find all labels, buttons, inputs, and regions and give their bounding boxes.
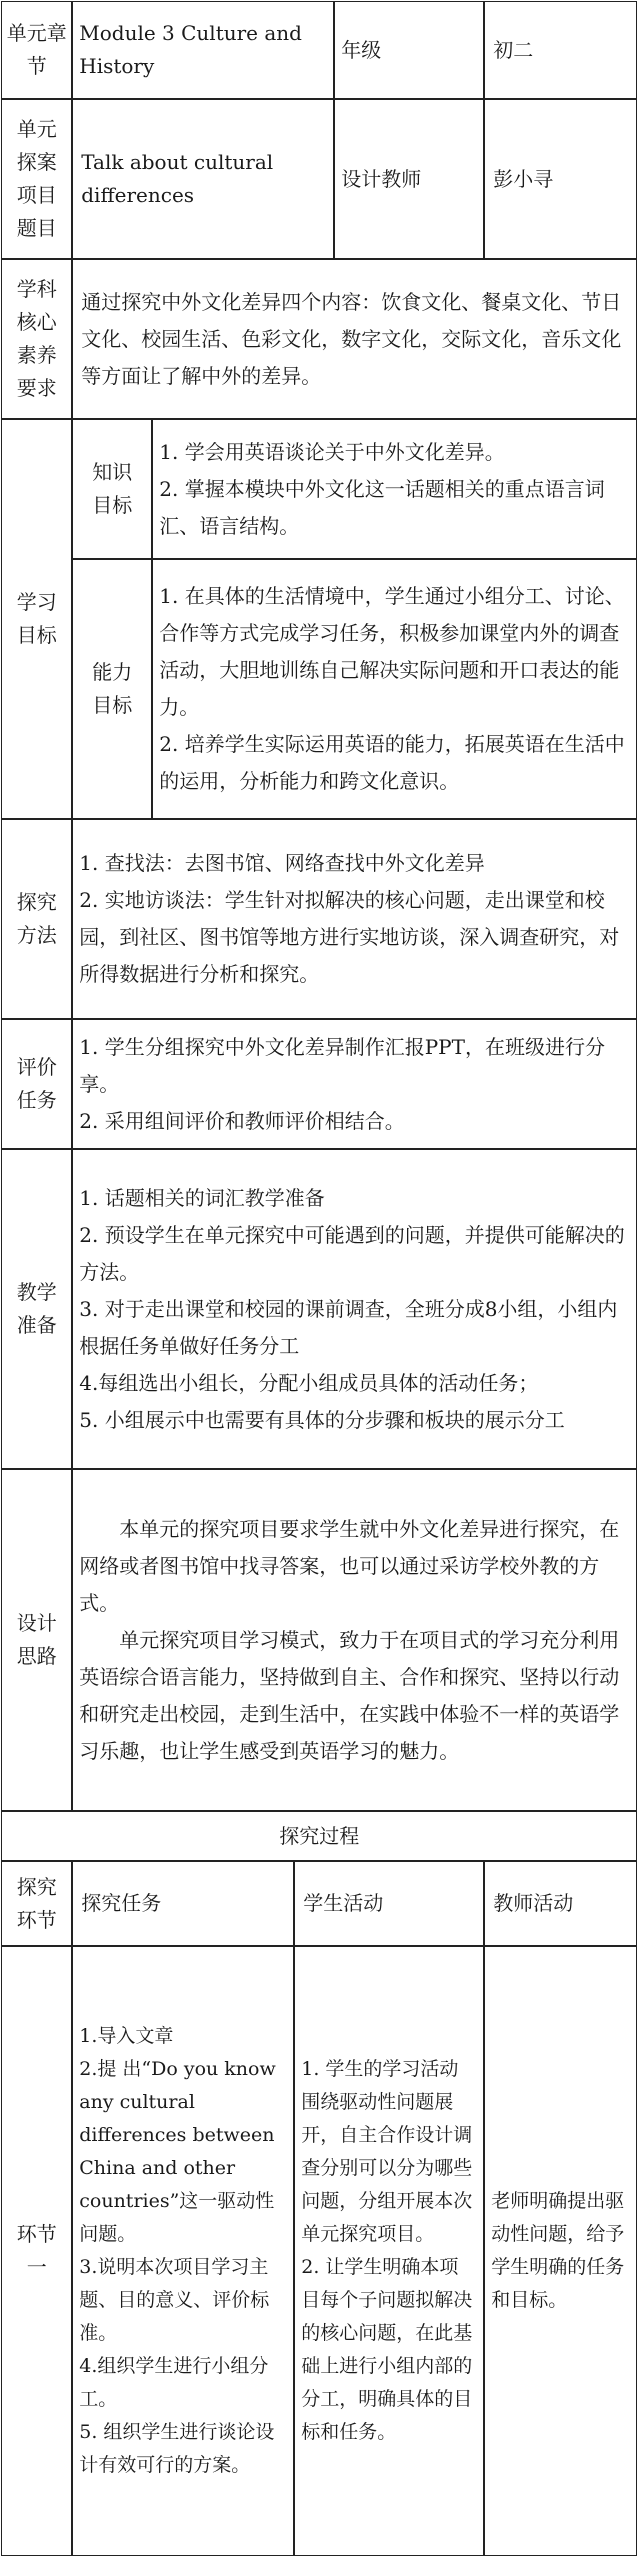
task-item: 4.组织学生进行小组分工。	[79, 2355, 269, 2411]
project-title-label-cell	[1, 99, 72, 259]
prep-item: 1. 话题相关的词汇教学准备	[79, 1185, 325, 1210]
header-teacher-label: 教师活动	[493, 1891, 574, 1916]
task-item: 5. 组织学生进行谈论设计有效可行的方案。	[79, 2421, 275, 2477]
header-task-label: 探究任务	[81, 1891, 162, 1916]
evaluation-label-cell	[1, 1019, 72, 1149]
evaluation-cell	[72, 1019, 637, 1149]
task-item: 3.说明本次项目学习主题、目的意义、评价标准。	[79, 2256, 270, 2345]
knowledge-goal-item: 1. 学会用英语谈论关于中外文化差异。	[159, 439, 505, 464]
stage-one-label-cell	[1, 1946, 72, 2556]
designer-label-cell	[334, 99, 484, 259]
ability-goal-item: 2. 培养学生实际运用英语的能力，拓展英语在生活中的运用，分析能力和跨文化意识。	[159, 732, 625, 794]
method-item: 2. 实地访谈法：学生针对拟解决的核心问题，走出课堂和校园，到社区、图书馆等地方进行实地访谈，深入调查研究，对所得数据进行分析和探究。	[79, 888, 620, 987]
student-activity-item: 2. 让学生明确本项目每个子问题拟解决的核心问题，在此基础上进行小组内部的分工，明确具体的目标和任务。	[301, 2256, 473, 2444]
designer-label: 设计教师	[341, 166, 422, 191]
stage-one-label: 环节一	[16, 2222, 57, 2280]
methods-label-cell	[1, 819, 72, 1019]
evaluation-item: 1. 学生分组探究中外文化差异制作汇报PPT，在班级进行分享。	[79, 1034, 605, 1096]
stage-one-student-cell	[294, 1946, 484, 2556]
ability-goals-label: 能力目标	[92, 660, 133, 718]
process-header-task	[72, 1861, 294, 1946]
ability-goals-cell	[152, 559, 637, 819]
design-ideas-cell	[72, 1469, 637, 1811]
grade-label: 年级	[341, 37, 382, 62]
project-title-value: Talk about cultural differences	[81, 150, 274, 208]
chapter-value-cell	[72, 1, 334, 99]
method-item: 1. 查找法：去图书馆、网络查找中外文化差异	[79, 851, 485, 876]
ability-goals-label-cell	[72, 559, 152, 819]
stage-one-teacher-cell	[484, 1946, 637, 2556]
chapter-value: Module 3 Culture and History	[79, 21, 302, 79]
project-title-value-cell	[72, 99, 334, 259]
teaching-prep-label-cell	[1, 1149, 72, 1469]
teacher-activity: 老师明确提出驱动性问题，给予学生明确的任务和目标。	[491, 2190, 625, 2312]
process-title-cell	[1, 1811, 637, 1861]
process-title: 探究过程	[279, 1823, 360, 1848]
task-item: 2.提 出“Do you know any cultural differences between China and other countries”这一驱动性问题。	[79, 2058, 276, 2246]
core-literacy-text-cell	[72, 259, 637, 419]
teaching-prep-cell	[72, 1149, 637, 1469]
ability-goal-item: 1. 在具体的生活情境中，学生通过小组分工、讨论、合作等方式完成学习任务，积极参加课堂内外的调查活动，大胆地训练自己解决实际问题和开口表达的能力。	[159, 584, 625, 720]
header-stage-label: 探究环节	[16, 1874, 57, 1932]
chapter-label: 单元章节	[6, 21, 67, 79]
chapter-label-cell	[1, 1, 72, 99]
design-ideas-label: 设计思路	[16, 1611, 57, 1669]
design-paragraph: 单元探究项目学习模式，致力于在项目式的学习充分利用英语综合语言能力，坚持做到自主、合作和探究、坚持以行动和研究走出校园，走到生活中，在实践中体验不一样的英语学习乐趣，也让学生感受到英语学习的魅力。	[79, 1627, 620, 1763]
core-literacy-label-cell	[1, 259, 72, 419]
grade-value: 初二	[493, 37, 534, 62]
student-activity-item: 1. 学生的学习活动围绕驱动性问题展开，自主合作设计调查分别可以分为哪些问题，分组开展本次单元探究项目。	[301, 2058, 473, 2246]
knowledge-goal-item: 2. 掌握本模块中外文化这一话题相关的重点语言词汇、语言结构。	[159, 476, 605, 538]
prep-item: 5. 小组展示中也需要有具体的分步骤和板块的展示分工	[79, 1407, 565, 1432]
knowledge-goals-label-cell	[72, 419, 152, 559]
grade-label-cell	[334, 1, 484, 99]
process-header-teacher	[484, 1861, 637, 1946]
learning-goals-label-cell	[1, 419, 72, 819]
knowledge-goals-cell	[152, 419, 637, 559]
learning-goals-label: 学习目标	[16, 590, 57, 648]
core-literacy-text: 通过探究中外文化差异四个内容：饮食文化、餐桌文化、节日文化、校园生活、色彩文化，数字文化，交际文化，音乐文化等方面让了解中外的差异。	[81, 289, 622, 388]
evaluation-label: 评价任务	[16, 1055, 57, 1113]
process-header-stage	[1, 1861, 72, 1946]
stage-one-tasks-cell	[72, 1946, 294, 2556]
designer-value-cell	[484, 99, 637, 259]
core-literacy-label: 学科核心素养要求	[16, 277, 57, 401]
prep-item: 4.每组选出小组长，分配小组成员具体的活动任务；	[79, 1370, 539, 1395]
project-title-label: 单元探案项目题目	[16, 117, 57, 241]
task-item: 1.导入文章	[79, 2025, 174, 2048]
design-paragraph: 本单元的探究项目要求学生就中外文化差异进行探究，在网络或者图书馆中找寻答案，也可以通过采访学校外教的方式。	[79, 1516, 620, 1615]
prep-item: 2. 预设学生在单元探究中可能遇到的问题，并提供可能解决的方法。	[79, 1222, 625, 1284]
evaluation-item: 2. 采用组间评价和教师评价相结合。	[79, 1108, 405, 1133]
knowledge-goals-label: 知识目标	[92, 460, 133, 518]
header-student-label: 学生活动	[303, 1891, 384, 1916]
methods-label: 探究方法	[16, 890, 57, 948]
design-ideas-label-cell	[1, 1469, 72, 1811]
process-header-student	[294, 1861, 484, 1946]
prep-item: 3. 对于走出课堂和校园的课前调查，全班分成8小组，小组内根据任务单做好任务分工	[79, 1296, 618, 1358]
methods-cell	[72, 819, 637, 1019]
teaching-prep-label: 教学准备	[16, 1280, 57, 1338]
designer-value: 彭小寻	[493, 166, 554, 191]
grade-value-cell	[484, 1, 637, 99]
